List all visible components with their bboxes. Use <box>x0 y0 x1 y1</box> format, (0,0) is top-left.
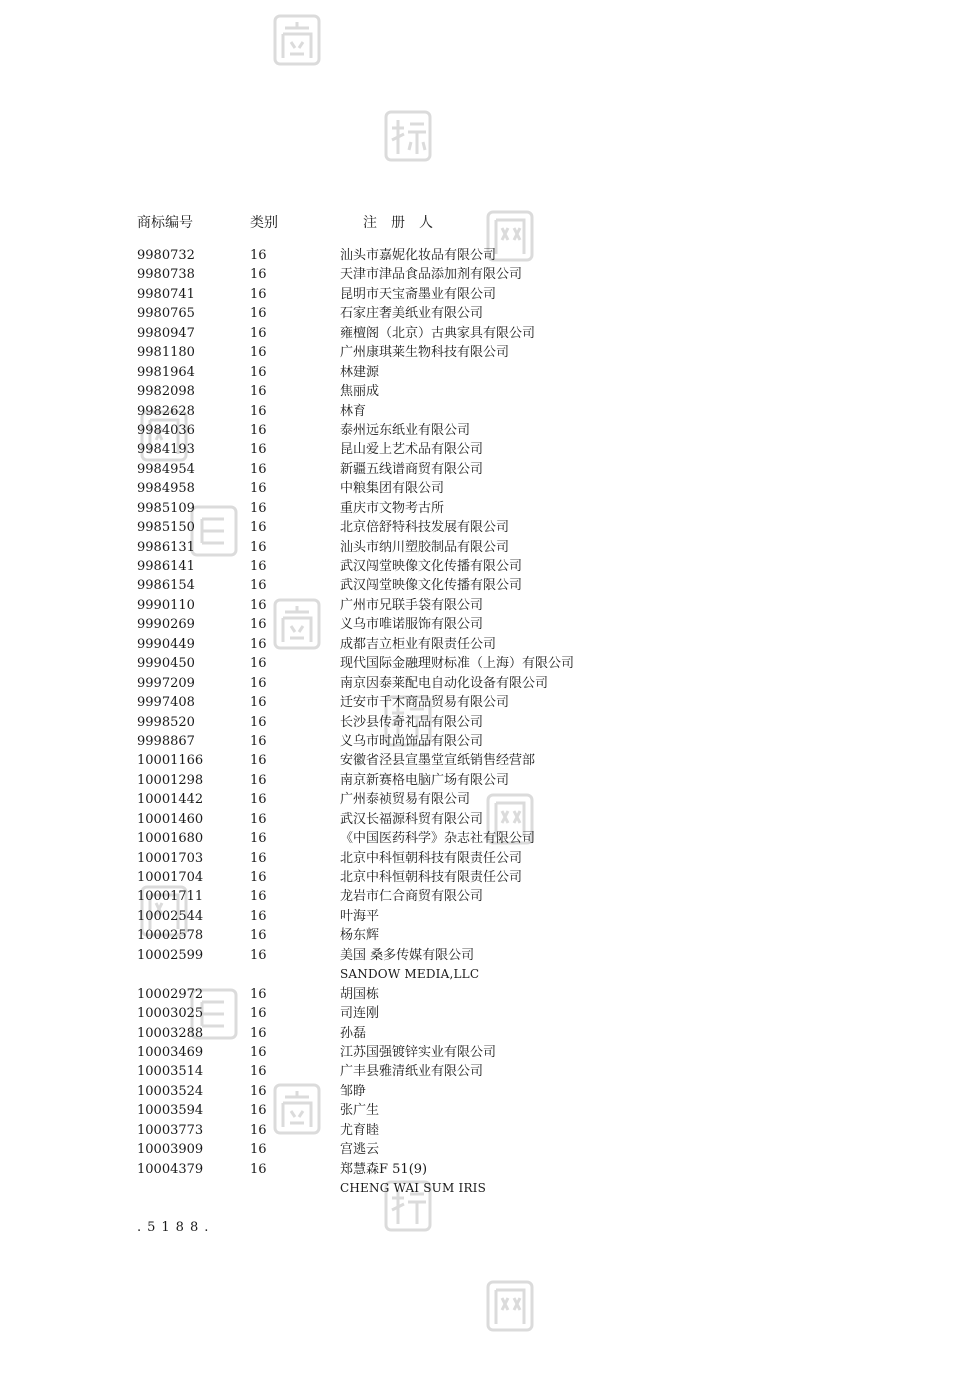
table-row <box>137 576 757 595</box>
trademark-number: 10001711 <box>137 889 204 905</box>
class-number: 16 <box>250 1122 267 1138</box>
trademark-number: 9984036 <box>137 422 195 438</box>
table-row <box>137 615 757 634</box>
registrant-name: 广州康琪莱生物科技有限公司 <box>340 345 510 361</box>
trademark-number: 10003025 <box>137 1006 204 1022</box>
registrant-name: 南京因泰莱配电自动化设备有限公司 <box>340 675 549 691</box>
class-number: 16 <box>250 947 267 963</box>
trademark-number: 9984958 <box>137 481 195 497</box>
registrant-name: 重庆市文物考古所 <box>340 500 445 516</box>
registrant-name: 南京新赛格电脑广场有限公司 <box>340 772 510 788</box>
table-row <box>137 674 757 693</box>
trademark-number: 10001298 <box>137 772 204 788</box>
trademark-number: 10003514 <box>137 1064 204 1080</box>
table-row <box>137 771 757 790</box>
registrant-name: 安徽省泾县宣墨堂宣纸销售经营部 <box>340 753 536 769</box>
registrant-name: 汕头市嘉妮化妆品有限公司 <box>340 248 497 263</box>
table-row <box>137 635 757 654</box>
class-number: 16 <box>250 1083 267 1099</box>
class-number: 16 <box>250 928 267 944</box>
registrant-name: 广州市兄联手袋有限公司 <box>340 597 484 613</box>
table-row <box>137 421 757 440</box>
class-number: 16 <box>250 325 267 341</box>
table-row <box>137 324 757 343</box>
registrant-name: 焦丽成 <box>340 384 380 400</box>
trademark-number: 9990110 <box>137 597 195 613</box>
table-row <box>137 479 757 498</box>
table-row <box>137 751 757 770</box>
trademark-number: 9985109 <box>137 500 195 516</box>
registrant-name: 义乌市唯诺服饰有限公司 <box>340 617 484 633</box>
trademark-number: 9985150 <box>137 520 195 536</box>
class-number: 16 <box>250 617 267 633</box>
trademark-number: 9981964 <box>137 364 195 380</box>
trademark-number: 10002544 <box>137 908 204 924</box>
table-row <box>137 810 757 829</box>
table-row <box>137 460 757 479</box>
registrant-name: SANDOW MEDIA,LLC <box>340 967 480 982</box>
registrant-name: 现代国际金融理财标准（上海）有限公司 <box>340 656 575 672</box>
class-number: 16 <box>250 520 267 536</box>
trademark-number: 9986131 <box>137 539 195 555</box>
class-number: 16 <box>250 403 267 419</box>
class-number: 16 <box>250 384 267 400</box>
trademark-number: 9986141 <box>137 559 195 574</box>
table-row <box>137 343 757 362</box>
registrant-name: 雍檀阁（北京）古典家具有限公司 <box>340 325 536 341</box>
class-number: 16 <box>250 850 267 866</box>
trademark-number: 9980738 <box>137 267 195 283</box>
trademark-number: 10001460 <box>137 811 204 827</box>
table-row <box>137 849 757 868</box>
trademark-number: 10002972 <box>137 986 204 1002</box>
class-number: 16 <box>250 870 267 885</box>
class-number: 16 <box>250 831 267 847</box>
watermark-biao <box>384 110 432 162</box>
trademark-number: 10001704 <box>137 870 204 885</box>
registrant-name: 广丰县雅清纸业有限公司 <box>340 1064 484 1080</box>
class-number: 16 <box>250 539 267 555</box>
class-number: 16 <box>250 811 267 827</box>
table-row <box>137 285 757 304</box>
trademark-number: 9998867 <box>137 733 195 749</box>
registrant-name: 迁安市千木商品贸易有限公司 <box>340 695 510 711</box>
registrant-name: 昆明市天宝斋墨业有限公司 <box>340 286 497 302</box>
registrant-name: 郑慧森F 51(9) <box>340 1161 428 1177</box>
table-row <box>137 926 757 945</box>
registrant-name: 杨东辉 <box>340 928 380 944</box>
class-number: 16 <box>250 1025 267 1041</box>
trademark-number: 10001442 <box>137 792 204 808</box>
header-registrant: 注册人 <box>363 215 447 231</box>
table-row <box>137 596 757 615</box>
trademark-number: 9984954 <box>137 461 195 477</box>
registrant-name: 张广生 <box>340 1103 380 1119</box>
registrant-name: 汕头市纳川塑胶制品有限公司 <box>340 539 510 555</box>
table-row-continuation <box>137 1179 757 1198</box>
table-row <box>137 1043 757 1062</box>
class-number: 16 <box>250 908 267 924</box>
table-row <box>137 265 757 284</box>
class-number: 16 <box>250 442 267 458</box>
watermark-shang <box>273 14 321 66</box>
table-row <box>137 499 757 518</box>
registrant-name: 《中国医药科学》杂志社有限公司 <box>340 831 536 847</box>
trademark-number: 9997408 <box>137 695 195 711</box>
table-row <box>137 557 757 576</box>
class-number: 16 <box>250 636 267 652</box>
registrant-name: 邹睁 <box>340 1083 367 1099</box>
class-number: 16 <box>250 422 267 438</box>
table-row <box>137 887 757 906</box>
class-number: 16 <box>250 1006 267 1022</box>
trademark-number: 9990450 <box>137 656 195 672</box>
registrant-name: 北京中科恒朝科技有限责任公司 <box>340 850 523 866</box>
class-number: 16 <box>250 714 267 730</box>
class-number: 16 <box>250 597 267 613</box>
table-row <box>137 246 757 265</box>
registrant-name: 林建源 <box>340 364 380 380</box>
class-number: 16 <box>250 889 267 905</box>
trademark-number: 10003524 <box>137 1083 204 1099</box>
registrant-name: 中粮集团有限公司 <box>340 481 445 497</box>
trademark-number: 9984193 <box>137 442 195 458</box>
table-row <box>137 1140 757 1159</box>
registrant-name: 泰州远东纸业有限公司 <box>340 422 471 438</box>
trademark-number: 9990269 <box>137 617 195 633</box>
table-row <box>137 1062 757 1081</box>
class-number: 16 <box>250 248 267 263</box>
trademark-number: 9982628 <box>137 403 195 419</box>
class-number: 16 <box>250 733 267 749</box>
class-number: 16 <box>250 695 267 711</box>
class-number: 16 <box>250 753 267 769</box>
registrant-name: 北京倍舒特科技发展有限公司 <box>340 520 510 536</box>
table-row <box>137 440 757 459</box>
table-row <box>137 1024 757 1043</box>
table-row <box>137 654 757 673</box>
class-number: 16 <box>250 461 267 477</box>
page-number: .5188. <box>137 1220 215 1235</box>
table-row <box>137 1082 757 1101</box>
class-number: 16 <box>250 792 267 808</box>
registrant-name: 武汉闯堂映像文化传播有限公司 <box>340 578 523 594</box>
trademark-number: 10003469 <box>137 1044 204 1060</box>
registrant-name: 长沙县传奇礼品有限公司 <box>340 714 484 730</box>
table-row-continuation <box>137 965 757 984</box>
class-number: 16 <box>250 675 267 691</box>
table-row <box>137 382 757 401</box>
registrant-name: 孙磊 <box>340 1025 367 1041</box>
registrant-name: 龙岩市仁合商贸有限公司 <box>340 889 484 905</box>
class-number: 16 <box>250 364 267 380</box>
class-number: 16 <box>250 656 267 672</box>
table-row <box>137 1004 757 1023</box>
class-number: 16 <box>250 481 267 497</box>
registrant-name: 尤育睦 <box>340 1122 380 1138</box>
class-number: 16 <box>250 267 267 283</box>
class-number: 16 <box>250 772 267 788</box>
registrant-name: 宫逃云 <box>340 1142 380 1158</box>
class-number: 16 <box>250 1064 267 1080</box>
registrant-name: 新疆五线谱商贸有限公司 <box>340 461 484 477</box>
table-row <box>137 790 757 809</box>
table-row <box>137 868 757 887</box>
table-row <box>137 402 757 421</box>
trademark-number: 9998520 <box>137 714 195 730</box>
trademark-number: 10001680 <box>137 831 204 847</box>
trademark-number: 10003288 <box>137 1025 204 1041</box>
trademark-number: 9997209 <box>137 675 195 691</box>
registrant-name: 武汉长福源科贸有限公司 <box>340 811 484 827</box>
trademark-number: 9986154 <box>137 578 195 594</box>
trademark-number: 10003773 <box>137 1122 204 1138</box>
registrant-name: 武汉闯堂映像文化传播有限公司 <box>340 559 523 574</box>
class-number: 16 <box>250 986 267 1002</box>
trademark-number: 9980947 <box>137 325 195 341</box>
trademark-number: 10002578 <box>137 928 204 944</box>
trademark-list <box>137 246 757 1198</box>
registrant-name: 北京中科恒朝科技有限责任公司 <box>340 870 523 885</box>
table-row <box>137 1121 757 1140</box>
table-row <box>137 946 757 965</box>
class-number: 16 <box>250 1142 267 1158</box>
registrant-name: 义乌市时尚饰品有限公司 <box>340 733 484 749</box>
table-row <box>137 518 757 537</box>
trademark-number: 10003909 <box>137 1142 204 1158</box>
class-number: 16 <box>250 578 267 594</box>
table-header <box>137 212 737 232</box>
registrant-name: 胡国栋 <box>340 986 380 1002</box>
registrant-name: 成都吉立柜业有限责任公司 <box>340 636 497 652</box>
table-row <box>137 713 757 732</box>
registrant-name: 石家庄奢美纸业有限公司 <box>340 306 484 322</box>
table-row <box>137 732 757 751</box>
table-row <box>137 985 757 1004</box>
registrant-name: 司连刚 <box>340 1006 380 1022</box>
table-row <box>137 538 757 557</box>
registrant-name: CHENG WAI SUM IRIS <box>340 1181 487 1195</box>
table-row <box>137 1160 757 1179</box>
trademark-number: 9981180 <box>137 345 195 361</box>
class-number: 16 <box>250 500 267 516</box>
table-row <box>137 363 757 382</box>
trademark-number: 10004379 <box>137 1161 204 1177</box>
trademark-number: 9982098 <box>137 384 195 400</box>
table-row <box>137 1101 757 1120</box>
header-class: 类别 <box>250 215 278 231</box>
trademark-number: 9980765 <box>137 306 195 322</box>
trademark-number: 9990449 <box>137 636 195 652</box>
table-row <box>137 907 757 926</box>
class-number: 16 <box>250 1161 267 1177</box>
table-row <box>137 304 757 323</box>
registrant-name: 叶海平 <box>340 908 380 924</box>
table-row <box>137 829 757 848</box>
trademark-number: 10002599 <box>137 947 204 963</box>
trademark-number: 10001703 <box>137 850 204 866</box>
registrant-name: 江苏国强镀锌实业有限公司 <box>340 1044 497 1060</box>
trademark-number: 9980732 <box>137 248 195 263</box>
trademark-number: 9980741 <box>137 286 195 302</box>
registrant-name: 昆山爱上艺术品有限公司 <box>340 442 484 458</box>
class-number: 16 <box>250 345 267 361</box>
registrant-name: 广州泰祯贸易有限公司 <box>340 792 471 808</box>
registrant-name: 林育 <box>340 403 367 419</box>
class-number: 16 <box>250 559 267 574</box>
registrant-name: 天津市津品食品添加剂有限公司 <box>340 267 523 283</box>
class-number: 16 <box>250 306 267 322</box>
trademark-number: 10003594 <box>137 1103 204 1119</box>
class-number: 16 <box>250 1044 267 1060</box>
class-number: 16 <box>250 286 267 302</box>
watermark-low-wang <box>486 1280 534 1332</box>
trademark-number: 10001166 <box>137 753 204 769</box>
registrant-name: 美国 桑多传媒有限公司 <box>340 947 475 963</box>
class-number: 16 <box>250 1103 267 1119</box>
table-row <box>137 693 757 712</box>
header-trademark-number: 商标编号 <box>137 215 193 231</box>
